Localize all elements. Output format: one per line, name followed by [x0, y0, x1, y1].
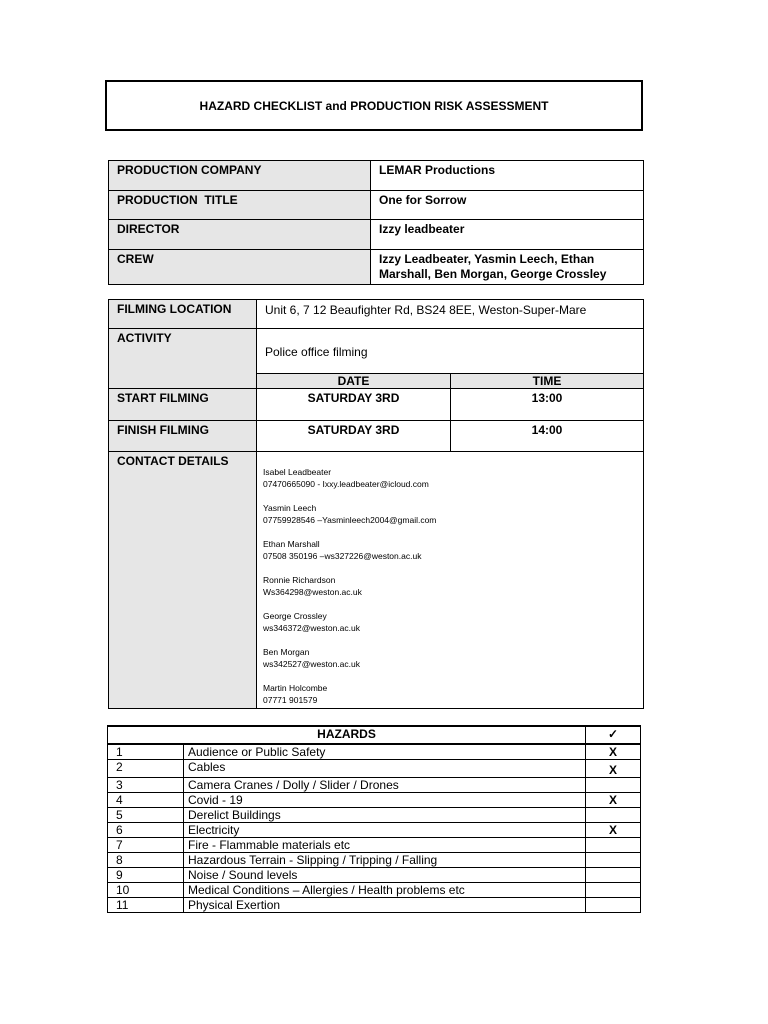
contact-name: Isabel Leadbeater — [263, 467, 332, 477]
hazard-check — [586, 838, 641, 853]
hazard-number: 5 — [108, 808, 184, 823]
date-header: DATE — [257, 374, 451, 389]
filming-location-value: Unit 6, 7 12 Beaufighter Rd, BS24 8EE, Weston-Super-Mare — [257, 300, 644, 329]
hazard-check — [586, 898, 641, 913]
hazard-check: X — [586, 760, 641, 778]
hazard-check — [586, 853, 641, 868]
hazard-label: Fire - Flammable materials etc — [184, 838, 586, 853]
hazard-label: Medical Conditions – Allergies / Health problems etc — [184, 883, 586, 898]
hazard-check: X — [586, 744, 641, 760]
contact-name: George Crossley — [263, 611, 327, 621]
hazard-check: X — [586, 823, 641, 838]
document-title-text: HAZARD CHECKLIST and PRODUCTION RISK ASSESSMENT — [199, 98, 549, 113]
hazard-label: Camera Cranes / Dolly / Slider / Drones — [184, 778, 586, 793]
table-row — [108, 883, 641, 898]
hazard-label: Noise / Sound levels — [184, 868, 586, 883]
hazard-check — [586, 808, 641, 823]
contact-detail: 07508 350196 –ws327226@weston.ac.uk — [263, 551, 422, 561]
contact-entry — [263, 682, 637, 706]
hazards-table — [107, 725, 641, 913]
table-row — [108, 898, 641, 913]
hazard-label: Hazardous Terrain - Slipping / Tripping / Falling — [184, 853, 586, 868]
hazard-check: X — [586, 793, 641, 808]
hazard-number: 3 — [108, 778, 184, 793]
table-row — [108, 744, 641, 760]
hazards-header: HAZARDS — [108, 726, 586, 744]
hazard-number: 9 — [108, 868, 184, 883]
production-company-label: PRODUCTION COMPANY — [109, 161, 371, 191]
contact-name: Yasmin Leech — [263, 503, 317, 513]
table-row — [108, 838, 641, 853]
start-filming-label: START FILMING — [109, 389, 257, 421]
table-row — [109, 191, 644, 220]
hazard-number: 1 — [108, 744, 184, 760]
contact-entry — [263, 466, 637, 490]
check-header-icon: ✓ — [586, 726, 641, 744]
hazard-label: Derelict Buildings — [184, 808, 586, 823]
hazard-label: Physical Exertion — [184, 898, 586, 913]
contact-detail: ws346372@weston.ac.uk — [263, 623, 360, 633]
finish-time: 14:00 — [451, 421, 644, 452]
hazard-label: Covid - 19 — [184, 793, 586, 808]
table-row — [108, 760, 641, 778]
contact-entry — [263, 646, 637, 670]
table-row — [108, 823, 641, 838]
hazard-number: 4 — [108, 793, 184, 808]
crew-value: Izzy Leadbeater, Yasmin Leech, Ethan Marshall, Ben Morgan, George Crossley — [371, 250, 644, 285]
table-row — [108, 778, 641, 793]
table-row — [109, 389, 644, 421]
production-company-value: LEMAR Productions — [371, 161, 644, 191]
finish-date: SATURDAY 3RD — [257, 421, 451, 452]
table-row — [109, 329, 644, 374]
contact-detail: Ws364298@weston.ac.uk — [263, 587, 362, 597]
production-info-table — [108, 160, 644, 285]
contact-name: Ben Morgan — [263, 647, 310, 657]
table-row — [109, 452, 644, 709]
hazard-label: Electricity — [184, 823, 586, 838]
hazard-number: 2 — [108, 760, 184, 778]
contact-entry — [263, 538, 637, 562]
table-row — [108, 868, 641, 883]
table-row — [108, 793, 641, 808]
hazard-number: 11 — [108, 898, 184, 913]
hazards-header-row — [108, 726, 641, 744]
start-date: SATURDAY 3RD — [257, 389, 451, 421]
director-value: Izzy leadbeater — [371, 220, 644, 250]
table-row — [109, 421, 644, 452]
crew-label: CREW — [109, 250, 371, 285]
filming-details-table — [108, 299, 644, 709]
hazard-label: Audience or Public Safety — [184, 744, 586, 760]
contact-entry — [263, 610, 637, 634]
production-title-label: PRODUCTION TITLE — [109, 191, 371, 220]
activity-value: Police office filming — [257, 329, 644, 374]
hazard-number: 10 — [108, 883, 184, 898]
contact-detail: 07771 901579 — [263, 695, 318, 705]
contact-name: Ethan Marshall — [263, 539, 320, 549]
table-row — [108, 853, 641, 868]
filming-location-label: FILMING LOCATION — [109, 300, 257, 329]
contact-entry — [263, 502, 637, 526]
contact-detail: 07759928546 –Yasminleech2004@gmail.com — [263, 515, 437, 525]
production-title-value: One for Sorrow — [371, 191, 644, 220]
contact-details-label: CONTACT DETAILS — [109, 452, 257, 709]
activity-label: ACTIVITY — [109, 329, 257, 389]
hazard-label: Cables — [184, 760, 586, 778]
hazard-check — [586, 778, 641, 793]
start-time: 13:00 — [451, 389, 644, 421]
director-label: DIRECTOR — [109, 220, 371, 250]
table-row — [109, 220, 644, 250]
finish-filming-label: FINISH FILMING — [109, 421, 257, 452]
hazard-check — [586, 868, 641, 883]
contact-detail: 07470665090 - Ixxy.leadbeater@icloud.com — [263, 479, 429, 489]
table-row — [109, 250, 644, 285]
contact-detail: ws342527@weston.ac.uk — [263, 659, 360, 669]
hazard-number: 8 — [108, 853, 184, 868]
table-row — [109, 161, 644, 191]
hazard-number: 6 — [108, 823, 184, 838]
document-title — [105, 80, 643, 131]
contact-name: Martin Holcombe — [263, 683, 328, 693]
table-row — [108, 808, 641, 823]
hazard-number: 7 — [108, 838, 184, 853]
contact-name: Ronnie Richardson — [263, 575, 336, 585]
hazard-check — [586, 883, 641, 898]
time-header: TIME — [451, 374, 644, 389]
table-row — [109, 300, 644, 329]
contact-entry — [263, 574, 637, 598]
contact-list — [257, 452, 644, 709]
